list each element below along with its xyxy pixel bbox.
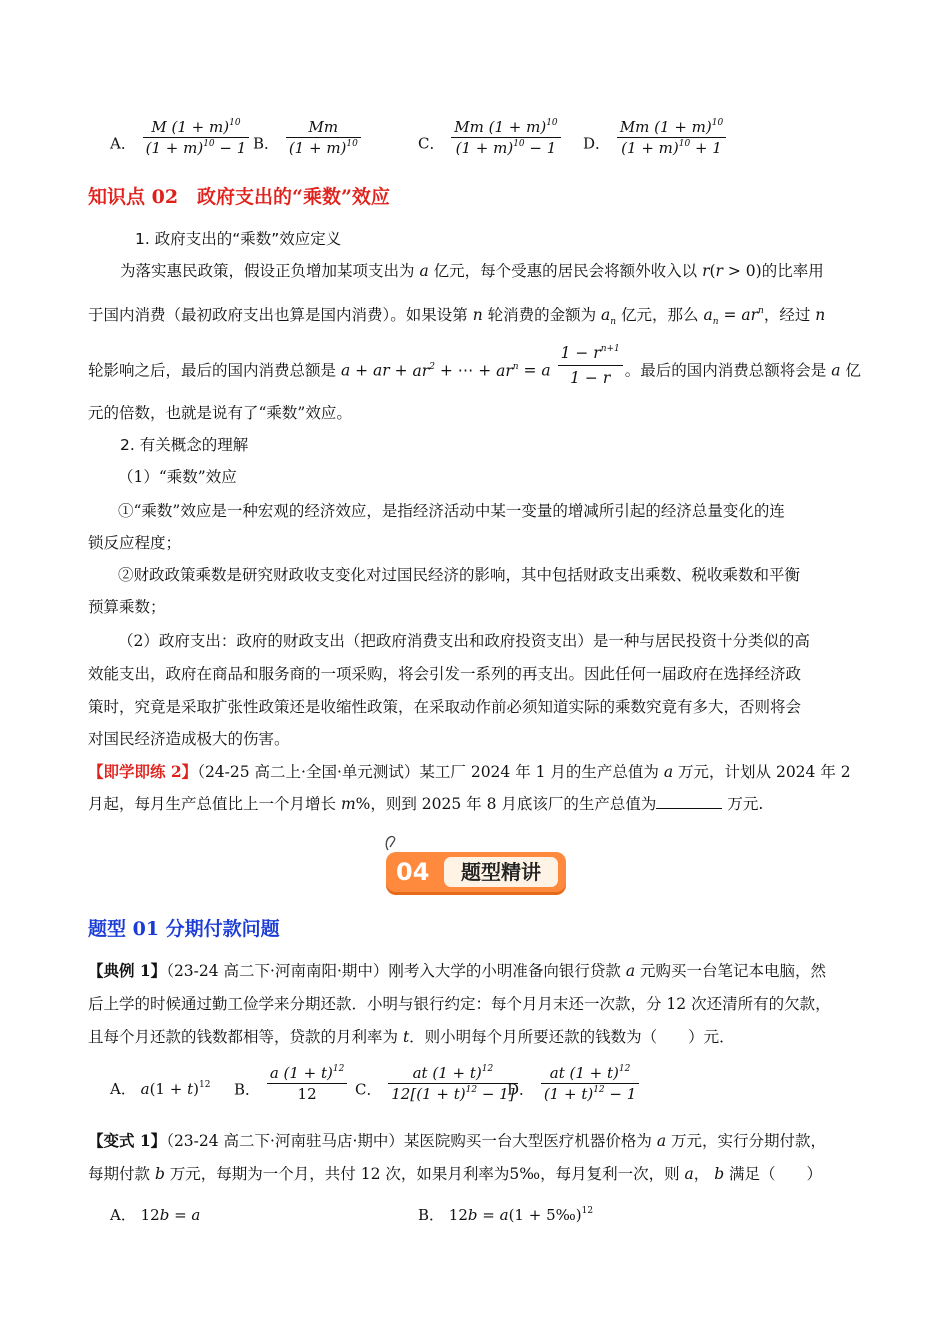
option-b[interactable] xyxy=(253,118,363,157)
concept-1-line-2: 锁反应程度； xyxy=(88,534,182,552)
section-02-title: 知识点 02 政府支出的“乘数”效应 xyxy=(88,186,390,208)
paragraph-line-1: 为落实惠民政策，假设正负增加某项支出为 a 亿元，每个受惠的居民会将额外收入以 r(r > 0)的比率用 xyxy=(120,262,824,280)
exercise-2-tag: 【即学即练 2】 xyxy=(88,762,198,781)
section-02-subtitle-1: 1. 政府支出的“乘数”效应定义 xyxy=(135,230,342,248)
option-c-formula: $\frac{Mm (1 + m)^{10}}{(1 + m)^{10} - 1}$ xyxy=(451,118,560,157)
example-1-option-b[interactable] xyxy=(234,1064,349,1103)
example-1-line-1: 【典例 1】（23-24 高二下·河南南阳·期中）刚考入大学的小明准备向银行贷款 a 元购买一台笔记本电脑，然 xyxy=(88,961,827,980)
concept-2-line-1: ②财政政策乘数是研究财政收支变化对过国民经济的影响，其中包括财政支出乘数、税收乘数和平衡 xyxy=(118,566,801,584)
exercise-2-line-1: 【即学即练 2】（24-25 高二上·全国·单元测试）某工厂 2024 年 1 月的生产总值为 a 万元，计划从 2024 年 2 xyxy=(88,762,851,781)
option-c-formula: $\frac{at (1 + t)^{12}}{12[(1 + t)^{12} - 1]}$ xyxy=(388,1064,517,1103)
example-1-option-a[interactable]: A． $a(1 + t)^{12}$ xyxy=(110,1080,211,1098)
paperclip-icon xyxy=(384,834,398,852)
paragraph-line-2: 于国内消费（最初政府支出也算是国内消费）。如果设第 n 轮消费的金额为 $a_n$ 亿元，那么 $a_n = ar^n$，经过 n xyxy=(88,306,826,328)
option-a[interactable] xyxy=(110,118,251,157)
option-d-formula: $\frac{Mm (1 + m)^{10}}{(1 + m)^{10} + 1}$ xyxy=(617,118,726,157)
variant-1-option-a[interactable]: A． 12b = a xyxy=(110,1206,201,1224)
exercise-2-line-2: 月起，每月生产总值比上一个月增长 m%，则到 2025 年 8 月底该厂的生产总值为 万元. xyxy=(88,795,764,813)
gov-spending-line-3: 策时，究竟是采取扩张性政策还是收缩性政策，在采取动作前必须知道实际的乘数究竟有多大，否则将会 xyxy=(88,698,802,716)
option-b-formula: $\frac{Mm}{(1 + m)^{10}}$ xyxy=(286,118,361,157)
variant-1-option-b[interactable]: B． 12b = a(1 + 5‰)$^{12}$ xyxy=(418,1206,594,1224)
option-b-formula: $\frac{a (1 + t)^{12}}{12}$ xyxy=(267,1064,348,1103)
sum-formula: $\frac{1 - r^{n+1}}{1 - r}$ xyxy=(558,338,623,389)
gov-spending-line-2: 效能支出，政府在商品和服务商的一项采购，将会引发一系列的再支出。因此任何一届政府在选择经济政 xyxy=(88,665,802,683)
example-1-line-3: 且每个月还款的钱数都相等，贷款的月利率为 t．则小明每个月所要还款的钱数为（ ）元． xyxy=(88,1028,735,1046)
variant-1-tag: 【变式 1】 xyxy=(88,1131,167,1150)
gov-spending-line-4: 对国民经济造成极大的伤害。 xyxy=(88,730,290,748)
option-a-label: A． xyxy=(110,1080,136,1098)
badge-label: 题型精讲 xyxy=(444,857,558,887)
variant-1-line-1: 【变式 1】（23-24 高二下·河南驻马店·期中）某医院购买一台大型医疗机器价格为 a 万元，实行分期付款， xyxy=(88,1131,827,1150)
example-1-option-d[interactable] xyxy=(507,1064,641,1103)
section-02-subtitle-2: 2. 有关概念的理解 xyxy=(120,436,249,454)
option-a-label: A． xyxy=(110,134,136,153)
option-a-formula: a xyxy=(140,1080,150,1098)
option-c-label: C． xyxy=(418,134,445,153)
option-b-label: B． xyxy=(253,134,280,153)
badge-number: 04 xyxy=(396,858,430,886)
option-d[interactable] xyxy=(583,118,728,157)
option-d-label: D． xyxy=(583,134,611,153)
option-c-label: C． xyxy=(355,1080,382,1099)
paragraph-line-3: 轮影响之后，最后的国内消费总额是 a + ar + $ar^2$ + ⋯ + $ar^n = a$ $\frac{1 - r^{n+1}}{1 - r}$ 。最后的国内消费总额将会是 a 亿 xyxy=(88,354,862,389)
option-d-formula: $\frac{at (1 + t)^{12}}{(1 + t)^{12} - 1}$ xyxy=(541,1064,640,1103)
gov-spending-line-1: （2）政府支出：政府的财政支出（把政府消费支出和政府投资支出）是一种与居民投资十分类似的高 xyxy=(118,632,810,650)
section-badge xyxy=(386,848,566,894)
option-a-formula: $\frac{M (1 + m)^{10}}{(1 + m)^{10} - 1}$ xyxy=(143,118,250,157)
option-d-label: D． xyxy=(507,1080,535,1099)
option-b-label: B． xyxy=(234,1080,261,1099)
option-b-label: B． xyxy=(418,1206,445,1224)
concept-2-line-2: 预算乘数； xyxy=(88,598,166,616)
paragraph-line-4: 元的倍数，也就是说有了“乘数”效应。 xyxy=(88,404,352,422)
example-1-tag: 【典例 1】 xyxy=(88,961,167,980)
concept-1-line-1: ①“乘数”效应是一种宏观的经济效应，是指经济活动中某一变量的增减所引起的经济总量变化的连 xyxy=(118,502,785,520)
type-01-title: 题型 01 分期付款问题 xyxy=(88,918,280,940)
variant-1-line-2: 每期付款 b 万元，每期为一个月，共付 12 次，如果月利率为5‰，每月复利一次，则 a， b 满足（ ） xyxy=(88,1165,823,1183)
example-1-option-c[interactable] xyxy=(355,1064,520,1103)
option-c[interactable] xyxy=(418,118,563,157)
answer-blank[interactable] xyxy=(656,794,722,809)
option-a-label: A． xyxy=(110,1206,136,1224)
concept-item-1: （1）“乘数”效应 xyxy=(118,468,237,486)
example-1-line-2: 后上学的时候通过勤工俭学来分期还款．小明与银行约定：每个月月末还一次款，分 12 次还清所有的欠款， xyxy=(88,995,831,1013)
